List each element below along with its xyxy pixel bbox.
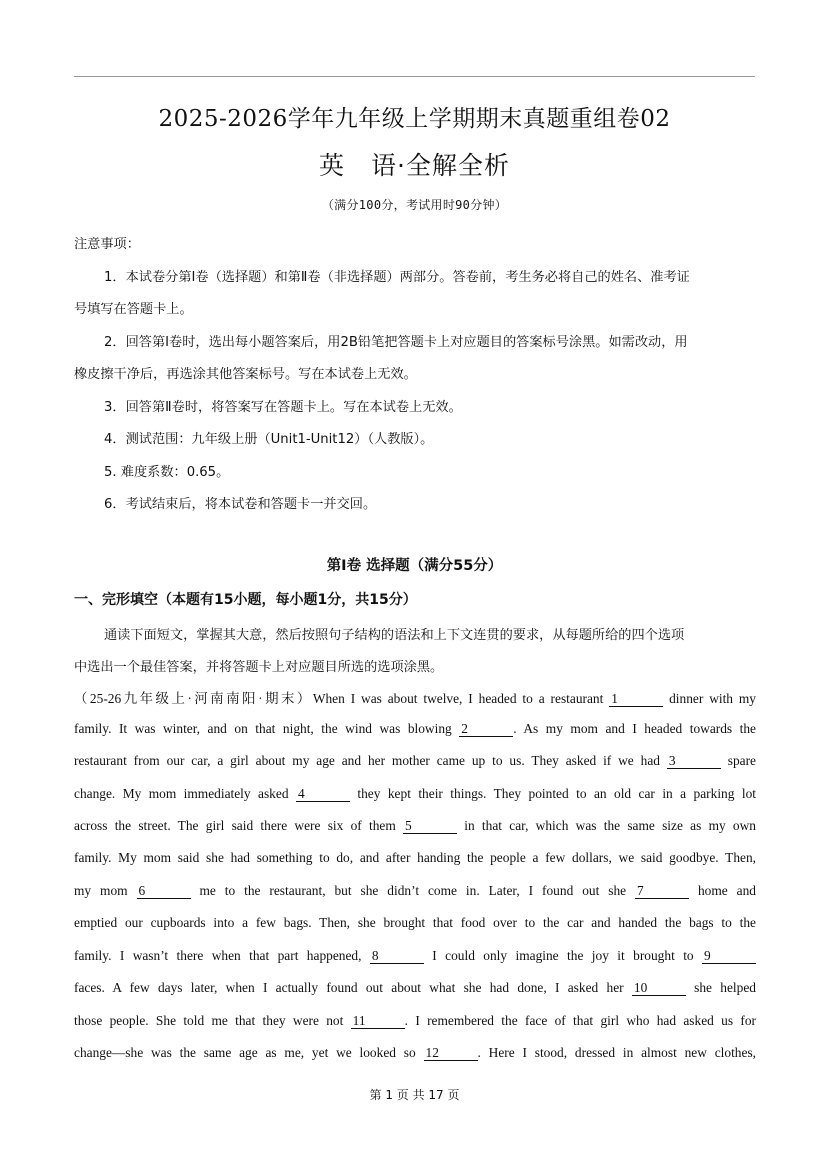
answer-blank: 7 <box>635 884 689 899</box>
passage-text: me to the restaurant, but she didn’t come in. Later, I found out she <box>190 883 636 898</box>
answer-blank: 8 <box>370 949 424 964</box>
section-title: 第Ⅰ卷 选择题（满分55分） <box>326 558 503 574</box>
passage-text: family. It was winter, and on that night, the wind was blowing <box>74 721 460 736</box>
answer-blank: 5 <box>403 819 457 834</box>
answer-blank: 1 <box>609 692 663 707</box>
part-title: 一、完形填空（本题有15小题，每小题1分，共15分） <box>74 592 417 608</box>
passage-line <box>74 721 756 737</box>
passage-text: family. I wasn’t there when that part happened, <box>74 948 370 963</box>
passage-text: faces. A few days later, when I actually found out about what she had done, I asked her <box>74 980 632 995</box>
passage-line <box>74 948 756 964</box>
passage-text: I could only imagine the joy it brought to <box>423 948 703 963</box>
notice-line: 橡皮擦干净后，再选涂其他答案标号。写在本试卷上无效。 <box>74 367 417 382</box>
passage-text: spare <box>720 753 756 768</box>
notice-line: 号填写在答题卡上。 <box>74 302 193 317</box>
answer-blank: 3 <box>667 754 721 769</box>
answer-blank: 6 <box>137 884 191 899</box>
notice-line: 2．回答第Ⅰ卷时，选出每小题答案后，用2B铅笔把答题卡上对应题目的答案标号涂黑。如需改动，用 <box>104 335 688 350</box>
page-title: 2025-2026学年九年级上学期期末真题重组卷02 <box>158 106 671 132</box>
answer-blank: 2 <box>459 722 513 737</box>
header-rule <box>74 76 755 77</box>
passage-text: family. My mom said she had something to do, and after handing the people a few dollars, we said goodbye. Then, <box>74 850 756 865</box>
instruction-line: 通读下面短文，掌握其大意，然后按照句子结构的语法和上下文连贯的要求，从每题所给的四个选项 <box>104 628 685 643</box>
passage-text: home and <box>689 883 756 898</box>
passage-text: they kept their things. They pointed to an old car in a parking lot <box>349 786 756 801</box>
passage-text: change. My mom immediately asked <box>74 786 296 801</box>
passage-text: （25-26九年级上·河南南阳·期末）When I was about twelve, I headed to a restaurant <box>74 691 610 706</box>
answer-blank: 11 <box>351 1014 405 1029</box>
passage-line <box>74 753 756 769</box>
answer-blank: 4 <box>296 787 350 802</box>
passage-text: change—she was the same age as me, yet we looked so <box>74 1045 424 1060</box>
passage-text: dinner with my <box>663 691 756 706</box>
passage-text: . Here I stood, dressed in almost new clothes, <box>477 1045 757 1060</box>
notice-line: 5. 难度系数：0.65。 <box>104 465 230 480</box>
passage-line <box>74 883 756 899</box>
passage-line <box>74 1013 756 1029</box>
passage-text: she helped <box>685 980 756 995</box>
passage-line <box>74 915 756 931</box>
passage-text: my mom <box>74 883 137 898</box>
passage-line <box>74 786 756 802</box>
passage-line <box>74 850 756 866</box>
score-note: （满分100分，考试用时90分钟） <box>321 198 508 212</box>
notice-line: 3．回答第Ⅱ卷时，将答案写在答题卡上。写在本试卷上无效。 <box>104 400 462 415</box>
passage-line <box>74 980 756 996</box>
passage-text: restaurant from our car, a girl about my age and her mother came up to us. They asked if we had <box>74 753 667 768</box>
passage-text: those people. She told me that they were not <box>74 1013 351 1028</box>
answer-blank: 12 <box>424 1046 478 1061</box>
passage-line <box>74 688 756 707</box>
passage-text: emptied our cupboards into a few bags. Then, she brought that food over to the car and handed the bags to the <box>74 915 756 930</box>
instruction-line: 中选出一个最佳答案，并将答题卡上对应题目所选的选项涂黑。 <box>74 660 444 675</box>
notice-line: 4．测试范围：九年级上册（Unit1-Unit12）（人教版）。 <box>104 432 434 447</box>
passage-text: . I remembered the face of that girl who had asked us for <box>404 1013 756 1028</box>
passage-text: across the street. The girl said there were six of them <box>74 818 404 833</box>
notice-heading: 注意事项： <box>74 237 140 252</box>
notice-line: 6．考试结束后，将本试卷和答题卡一并交回。 <box>104 497 377 512</box>
passage-text: in that car, which was the same size as my own <box>457 818 756 833</box>
page-subtitle: 英 语·全解全析 <box>319 151 510 180</box>
notice-line: 1．本试卷分第Ⅰ卷（选择题）和第Ⅱ卷（非选择题）两部分。答卷前，考生务必将自己的姓名、准考证 <box>104 270 690 285</box>
answer-blank: 10 <box>632 981 686 996</box>
answer-blank: 9 <box>702 949 756 964</box>
passage-line <box>74 818 756 834</box>
passage-line <box>74 1045 756 1061</box>
passage-text: . As my mom and I headed towards the <box>513 721 757 736</box>
page-footer: 第 1 页 共 17 页 <box>369 1088 460 1102</box>
